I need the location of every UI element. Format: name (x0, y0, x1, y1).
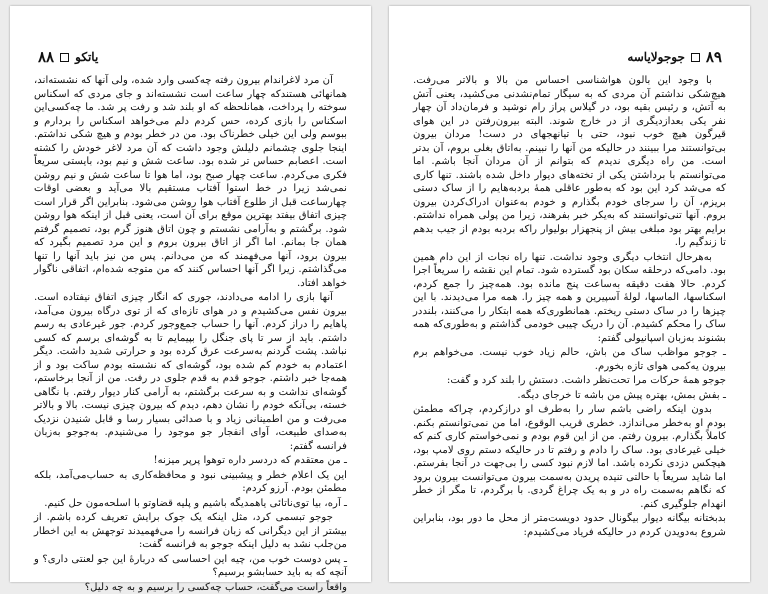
paragraph: ـ من معتقدم که دردسر داره توهوا پرپر میزنه! (34, 454, 347, 468)
paragraph: واقعاً راست می‌گفت، حساب چه‌کسی را برسیم و به چه دلیل؟ (34, 581, 347, 594)
left-page-number: ٨٨ (38, 48, 54, 66)
paragraph: این یک اعلام خطر و پیشبینی نبود و محافظه‌کاری به حساب‌می‌آمد، بلکه مطمئن بودم. آرزو کردم: (34, 469, 347, 496)
paragraph: آنها بازی را ادامه می‌دادند، جوری که انگار چیزی اتفاق نیفتاده است. بیرون نفس می‌کشیدم و در هوای تازه‌ای که از توی درگاه بیرون می‌آمد، پاهایم را دراز کردم. آنها را حساب جمع‌وجور کردم. جور غیرعادی به رسم داشتم. باید از سر تا پای جنگل را بپیمایم تا به گوشه‌ای برسم که کسی نباشد. پشت گردنم به‌سرعت عرق کرده بود و حرارتی شدید داشت. دیگر اعتمادم به خودم کم شده بود، گوشه‌ای که نشسته بودم ساکت بود و از همه‌جا خبر داشتم. جوجو قدم به قدم جلوی در رفت. من از آنجا برخاستم، گوشه‌ای نداشت و به سرعت برگشتم، به آرامی کنار دیوار رفتم. با نگاهی خسته، بی‌آنکه خودم را نشان دهم، دیدم که بیرون چیزی نیست. بالا و بالاتر می‌رفت و من اطمینانی زیاد و با صدائی بسیار رسا و قابل شنیدن نزدیک به‌صدای طبیعت، آوای انفجار جو موجود را می‌شنیدم. به‌جوجو به‌زبان فرانسه گفتم: (34, 291, 347, 453)
right-running-title: جوجولایاسه (627, 50, 685, 64)
left-page-body (34, 74, 347, 566)
right-page (389, 6, 750, 582)
paragraph: آن مرد لاغراندام بیرون رفته چه‌کسی وارد شده، ولی آنها که نشسته‌اند، همانهائی هستندکه چهار ساعت است نشسته‌اند و جای مردی که اسکناس سوخته را پرداخت، همانلحظه که او بلند شد و رفت پر شد. ما چه‌کسی‌این اسکناس را بازی کرده، حس کردم دلم می‌خواهد اسکناس را بردارم و ببوسم ولی این خیلی خطرناک بود. من در خطر بودم و هیچ شکی نداشتم. اینجا جلوی چشمانم دلیلش وجود داشت که آن مرد لاغر خودش را کشته است. اعصابم حساس تر شده بود. ساعت شش و نیم بود، بایستی سریعاً فکری می‌کردم. ساعت چهار صبح بود، اما هوا تا ساعت شش و نیم روشن نمی‌شد زیرا در خط استوا آفتاب مستقیم بالا می‌آید و بعضی اوقات چهارساعت قبل از طلوع آفتاب هوا روشن می‌شود. بنابراین اگر قرار است چیزی اتفاق بیفتد بهترین موقع برای آن است، یعنی قبل از اینکه هوا روشن شود. برگشتم و به‌آرامی نشستم و چون اتاق هنوز گرم بود، تصمیم گرفتم همان جا بمانم. اما اگر از اتاق بیرون بروم و این مرد تصمیم بگیرد که بیرون برود، آنها می‌فهمند که من می‌دانم. پس من نیز باید آنها را تنها می‌گذاشتم. زیرا اگر آنها احساس کنند که من متوجه شده‌ام، اتفاقی ناگوار خواهد افتاد. (34, 74, 347, 290)
paragraph: بدون اینکه راضی باشم سار را به‌طرف او درازکردم، چراکه مطمئن بودم او به‌خطر می‌اندازد. خطری قریب الوقوع، اما من نمی‌توانستم بکنم. کاملاً بگذارم. بیرون رفتم. من از این قوم بودم و نمی‌خواستم کاری کنم که خیلی غیرعادی بود. ساک را دادم و رفتم تا در حالیکه دستم روی لامپ بود، هیچکس دزدی نکرده باشد. اما لازم نبود کسی را بی‌جهت در آنجا بفرستم. اما شاید سریعاً با حالتی تنیده پریدن به‌سمت بیرون می‌توانست بیرون برود که نگاهم به‌سمت راه در و به یک چراغ گردی. با برگردم، تا مگر از خطر انهدام جلوگیری کنم. (413, 403, 726, 511)
paragraph: ـ بفش بمش، بهتره پیش من باشه تا خرجای دیگه. (413, 389, 726, 403)
right-page-number: ٨٩ (706, 48, 722, 66)
left-page (10, 6, 371, 582)
paragraph: بدبختانه بیگانه دیوار بیگونال حدود دویست‌متر از محل ما دور بود، بنابراین شروع به‌دویدن کردم در حالیکه فریاد می‌کشیدم: (413, 512, 726, 539)
paragraph: جوجو همهٔ حرکات مرا تحت‌نظر داشت. دستش را بلند کرد و گفت: (413, 374, 726, 388)
left-page-header (38, 46, 98, 68)
right-page-body (413, 74, 726, 566)
left-running-title: یاتکو (75, 50, 98, 64)
paragraph: ـ پس دوست خوب من، چیه این احساسی که دربارهٔ این جو لعنتی داری؟ و آنچه که به باید حسابشو برسیم؟ (34, 553, 347, 580)
paragraph: با وجود این بالون هواشناسی احساس من بالا و بالاتر می‌رفت. هیچ‌شکی نداشتم آن مردی که به سیگار تمام‌نشدنی می‌کشید، یعنی آتش به آتش، و رئیس بقیه بود، در گیلاس پراز رام نوشید و فرمان‌داد آن چهار نفر یکی بعدازدیگری از در خارج شوند. البته بیرون‌رفتن در این هوای قیرگون هیچ خوب نبود، حتی با تیانهجهای در دست! مردان بیرون بی‌توانستند مرا ببینند در حالیکه من آنها را نبینم. به‌اتاق بغلی بروم، آن بدتر است. من راه دیگری ندیدم که بتوانم از آن مردان آنجا باشم. اما می‌توانستم با برداشتن یکی از تخته‌های دیوار داخل شده باشند. تنها کاری که می‌شد کرد این بود که به‌طور عاقلی همهٔ بردبه‌هایم را از ساک دستی بریزم، آن را سرجای خودم بگذارم و خودم به‌عنوان ادراک‌کردن بیرون بروم. آنها تنی‌توانستند که به‌یکر خبر بفرهند، زیرا من پولی همراه نداشتم. برایم بهتر بود مبلغی بیش از پنجهزار بولیوار راکه بردبه بودم از جیب بدهم تا زندگیم را. (413, 74, 726, 250)
header-square-icon (691, 53, 700, 62)
paragraph: به‌هرحال انتخاب دیگری وجود نداشت. تنها راه نجات از این دام همین بود. دامی‌که درحلقه سکان بود گسترده شود. تمام این نقشه را سریعاً اجرا کردم. حالا هفت دقیقه به‌ساعت پنج مانده بود. همه‌چیز را جمع کردم، اسکناسها، الماسها، لولهٔ آسپیرین و همه چیز را. همه مرا می‌دیدند. با این چیزها را در ساک دستی ریختم. همانطوری‌که همه ابتکار را می‌کنند، بلند‌در ساک را محکم کشیدم. آن را دریک چیبی خودمی گذاشتم و به‌طوری‌که همه بشنوند به‌زبان اسپانیولی گفتم: (413, 251, 726, 346)
right-page-header (627, 46, 722, 68)
paragraph: ـ جوجو مواظب ساک من باش، حالم زیاد خوب نیست. می‌خواهم برم بیرون یه‌کمی هوای تازه بخورم. (413, 346, 726, 373)
paragraph: ـ آره، بیا توی‌ناتائی یاهمدیگه باشیم و پلیه قضاوتو با اسلحه‌مون حل کنیم. (34, 497, 347, 511)
header-square-icon (60, 53, 69, 62)
paragraph: جوجو تبسمی کرد، مثل اینکه یک جوک برایش تعریف کرده باشم. از بیشتر از این دیگرانی که زبان فرانسه را می‌فهمیدند توجهش به این اخطار من‌جلب نشد به دلیل اینکه جوجو به فرانسه گفت: (34, 511, 347, 552)
